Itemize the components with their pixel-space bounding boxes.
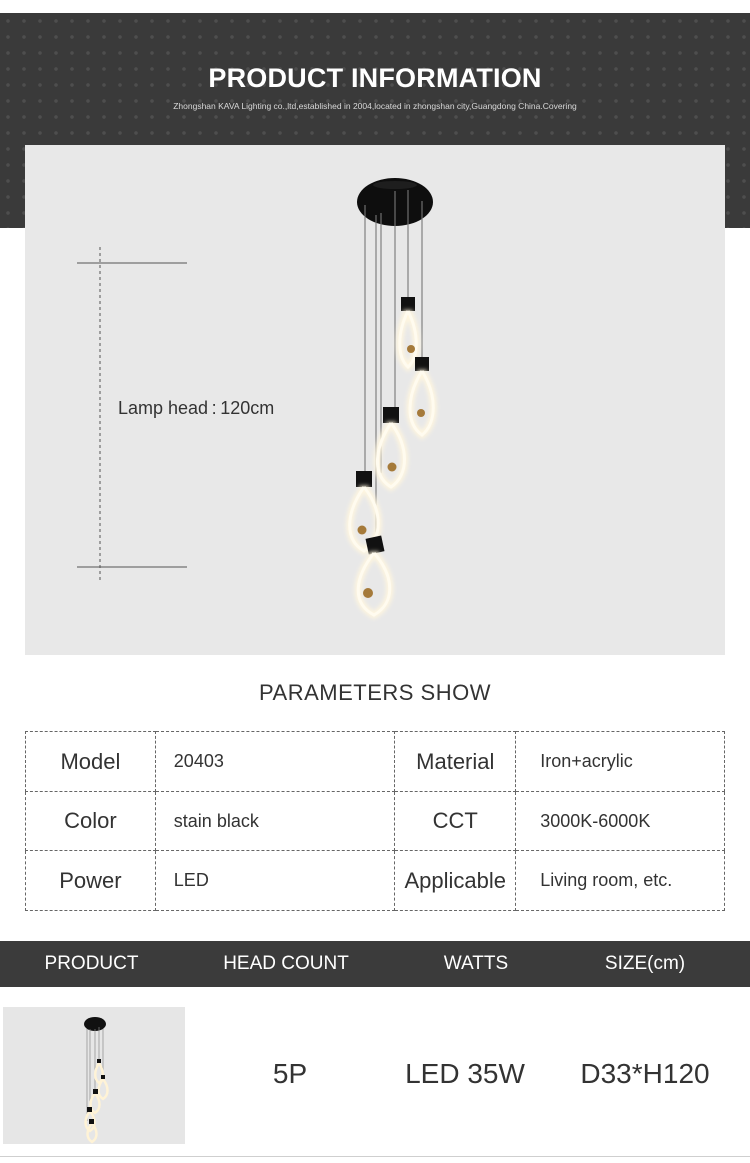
size-value: D33*H120 xyxy=(580,1058,710,1089)
company-description: Zhongshan KAVA Lighting co.,ltd,established in 2004,located in zhongshan city,Guangdong China.Covering xyxy=(173,101,577,111)
param-value: stain black xyxy=(155,792,395,851)
table-row xyxy=(26,732,725,792)
product-thumbnail xyxy=(3,1007,185,1144)
summary-header-watts: WATTS xyxy=(443,953,509,974)
param-value: Iron+acrylic xyxy=(516,732,725,792)
param-value: 20403 xyxy=(155,732,395,792)
summary-header-head-count: HEAD COUNT xyxy=(223,953,349,974)
product-photo xyxy=(25,145,725,655)
summary-header-bar xyxy=(0,941,750,987)
param-key: Color xyxy=(26,792,156,851)
parameters-table xyxy=(25,731,725,911)
lamp-head-2 xyxy=(410,357,433,435)
summary-header-product: PRODUCT xyxy=(44,953,139,974)
lamp-head-1 xyxy=(400,297,417,367)
watts-value: LED 35W xyxy=(405,1058,525,1089)
param-key: Material xyxy=(395,732,516,792)
param-key: Model xyxy=(26,732,156,792)
param-value: Living room, etc. xyxy=(516,851,725,911)
parameters-title: PARAMETERS SHOW xyxy=(258,680,491,705)
pendant-lamp-thumbnail xyxy=(3,1007,185,1144)
param-key: Applicable xyxy=(395,851,516,911)
divider xyxy=(0,1156,750,1157)
head-count-value: 5P xyxy=(272,1058,308,1089)
param-key: CCT xyxy=(395,792,516,851)
table-row xyxy=(26,851,725,911)
param-value: 3000K-6000K xyxy=(516,792,725,851)
lamp-head-dimension: Lamp head : 120cm xyxy=(118,398,275,418)
summary-header-size: SIZE(cm) xyxy=(604,953,686,974)
page-title: PRODUCT INFORMATION xyxy=(208,63,542,93)
param-key: Power xyxy=(26,851,156,911)
table-row xyxy=(26,792,725,851)
param-value: LED xyxy=(155,851,395,911)
